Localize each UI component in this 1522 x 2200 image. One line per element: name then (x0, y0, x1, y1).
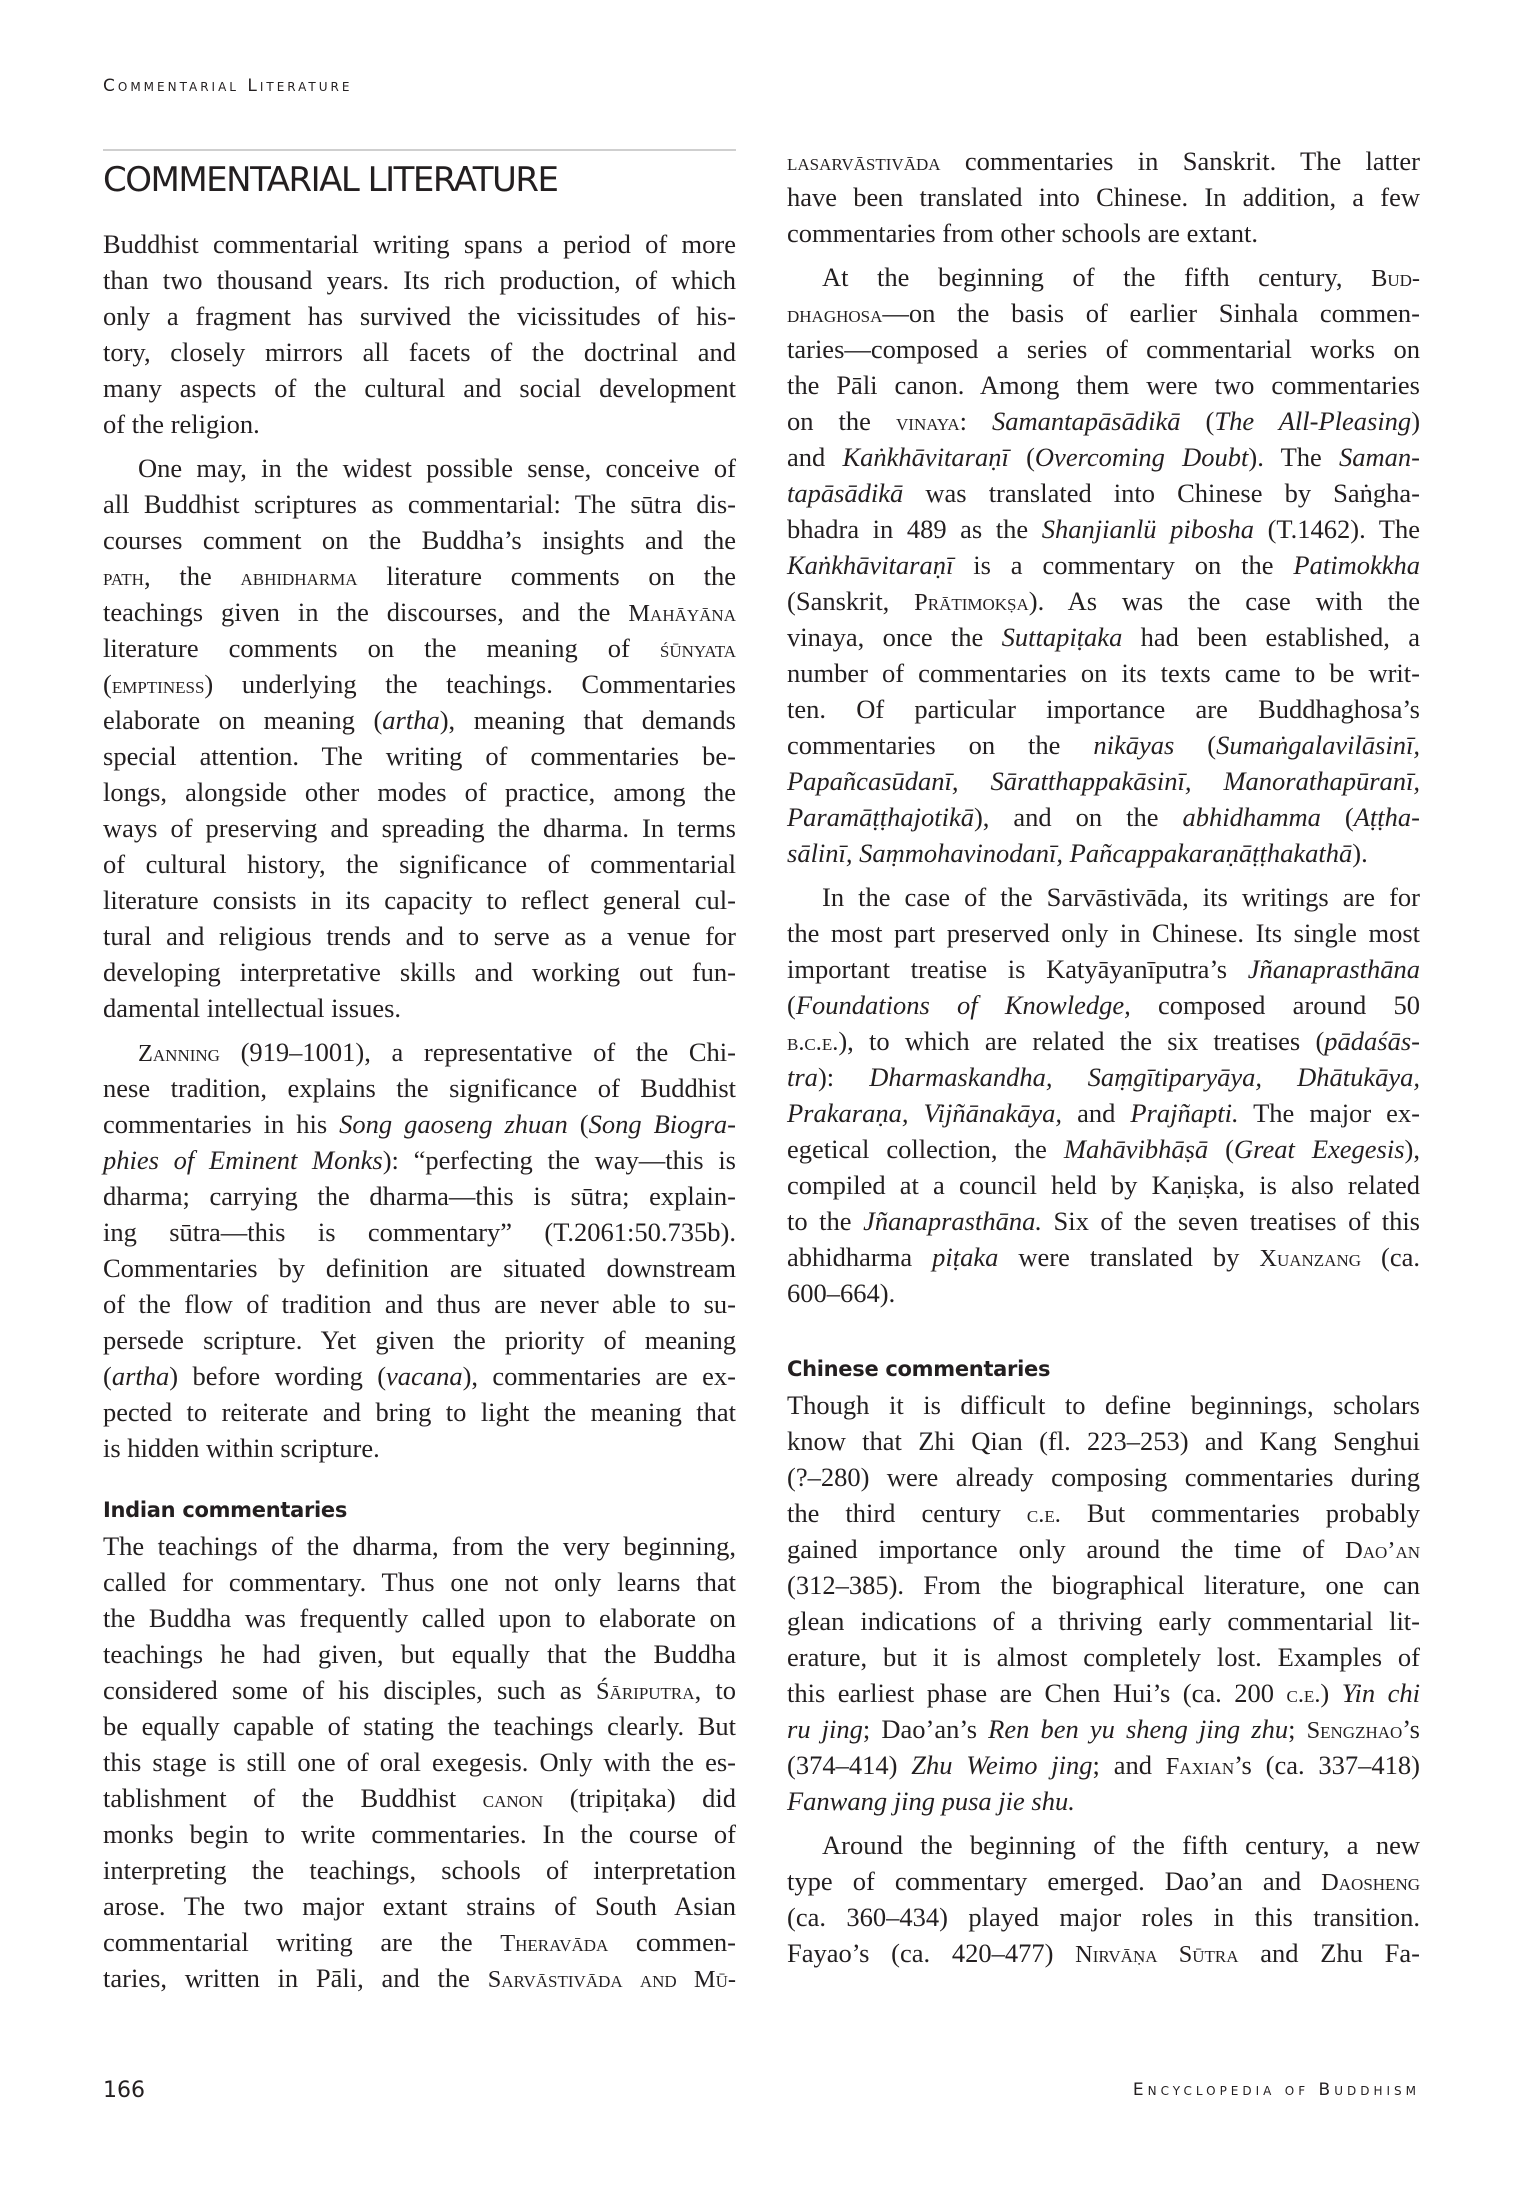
text-line: abhidharma piṭaka were translated by Xuanzang (ca. (787, 1242, 1420, 1272)
text-line: bhadra in 489 as the Shanjianlü pibosha (T.1462). The (787, 514, 1421, 544)
text-line: Though it is difficult to define beginnings, scholars (787, 1390, 1420, 1420)
text-line: Buddhist commentarial writing spans a period of more (103, 229, 736, 259)
paragraph (103, 1528, 736, 1996)
text-line: teachings he had given, but equally that the Buddha (103, 1639, 736, 1669)
text-line: At the beginning of the fifth century, Bud- (822, 262, 1420, 292)
text-line: elaborate on meaning (artha), meaning that demands (103, 705, 736, 735)
text-line: of the flow of tradition and thus are never able to su- (103, 1289, 736, 1319)
text-line: the most part preserved only in Chinese. Its single most (787, 918, 1420, 948)
text-line: considered some of his disciples, such as Śāriputra, to (103, 1675, 736, 1705)
text-line: dhaghosa—on the basis of earlier Sinhala commen- (787, 298, 1420, 328)
text-line: special attention. The writing of commentaries be- (103, 741, 736, 771)
article-title: COMMENTARIAL LITERATURE (103, 160, 558, 200)
text-line: the Buddha was frequently called upon to elaborate on (103, 1603, 736, 1633)
text-line: the Pāli canon. Among them were two commentaries (787, 370, 1420, 400)
text-line: type of commentary emerged. Dao’an and Daosheng (787, 1866, 1420, 1896)
text-line: (artha) before wording (vacana), commentaries are ex- (103, 1361, 736, 1391)
text-line: is hidden within scripture. (103, 1433, 380, 1463)
text-line: be equally capable of stating the teachings clearly. But (103, 1711, 736, 1741)
paragraph (787, 143, 1420, 251)
text-line: (374–414) Zhu Weimo jing; and Faxian’s (ca. 337–418) (787, 1750, 1421, 1780)
text-line: dharma; carrying the dharma—this is sūtra; explain- (103, 1181, 736, 1211)
text-line: all Buddhist scriptures as commentarial: The sūtra dis- (103, 489, 736, 519)
text-line: (?–280) were already composing commentaries during (787, 1462, 1420, 1492)
text-line: nese tradition, explains the significance of Buddhist (103, 1073, 736, 1103)
paragraph (787, 1387, 1420, 1819)
book-title-footer: Encyclopedia of Buddhism (1132, 2080, 1420, 2100)
text-line: gained importance only around the time of Dao’an (787, 1534, 1420, 1564)
text-line: developing interpretative skills and working out fun- (103, 957, 736, 987)
text-line: vinaya, once the Suttapiṭaka had been established, a (787, 622, 1420, 652)
running-head: Commentarial Literature (103, 76, 353, 96)
text-line: only a fragment has survived the vicissitudes of his- (103, 301, 736, 331)
text-line: monks begin to write commentaries. In the course of (103, 1819, 736, 1849)
text-line: courses comment on the Buddha’s insights and the (103, 525, 736, 555)
text-line: ru jing; Dao’an’s Ren ben yu sheng jing zhu; Sengzhao’s (787, 1714, 1420, 1744)
text-line: egetical collection, the Mahāvibhāṣā (Great Exegesis), (787, 1134, 1420, 1164)
paragraph (787, 879, 1420, 1311)
text-line: glean indications of a thriving early commentarial lit- (787, 1606, 1420, 1636)
section-heading: Chinese commentaries (787, 1357, 1051, 1381)
text-line: and Kaṅkhāvitaraṇī (Overcoming Doubt). The Saman- (787, 442, 1421, 472)
text-line: (Foundations of Knowledge, composed around 50 (787, 990, 1420, 1020)
text-line: important treatise is Katyāyanīputra’s Jñanaprasthāna (787, 954, 1420, 984)
text-line: erature, but it is almost completely lost. Examples of (787, 1642, 1420, 1672)
text-line: Papañcasūdanī, Sāratthappakāsinī, Manorathapūranī, (787, 766, 1420, 796)
text-line: to the Jñanaprasthāna. Six of the seven treatises of this (787, 1206, 1420, 1236)
text-line: the third century c.e. But commentaries probably (787, 1498, 1420, 1528)
text-line: Zanning (919–1001), a representative of the Chi- (138, 1037, 736, 1067)
paragraph (103, 226, 736, 442)
text-line: interpreting the teachings, schools of interpretation (103, 1855, 736, 1885)
paragraph (787, 1827, 1420, 1971)
text-line: called for commentary. Thus one not only learns that (103, 1567, 736, 1597)
text-line: Paramāṭṭhajotikā), and on the abhidhamma (Aṭṭha- (787, 802, 1420, 832)
text-line: have been translated into Chinese. In addition, a few (787, 182, 1420, 212)
text-line: Around the beginning of the fifth century, a new (822, 1830, 1420, 1860)
text-line: tra): Dharmaskandha, Saṃgītiparyāya, Dhātukāya, (787, 1062, 1421, 1092)
text-line: than two thousand years. Its rich production, of which (103, 265, 736, 295)
text-line: commentaries on the nikāyas (Sumaṅgalavilāsinī, (787, 730, 1420, 760)
text-line: path, the abhidharma literature comments on the (103, 561, 737, 591)
text-line: damental intellectual issues. (103, 993, 402, 1023)
text-line: 600–664). (787, 1278, 896, 1308)
text-line: taries—composed a series of commentarial works on (787, 334, 1420, 364)
text-line: Fayao’s (ca. 420–477) Nirvāṇa Sūtra and Zhu Fa- (787, 1938, 1420, 1968)
text-line: this earliest phase are Chen Hui’s (ca. 200 c.e.) Yin chi (787, 1678, 1420, 1708)
text-line: literature consists in its capacity to reflect general cul- (103, 885, 736, 915)
text-line: taries, written in Pāli, and the Sarvāstivāda and Mū- (103, 1963, 736, 1993)
text-line: tablishment of the Buddhist canon (tripiṭaka) did (103, 1783, 737, 1813)
title-rule (103, 149, 736, 151)
page-number: 166 (103, 2078, 145, 2103)
text-line: commentaries in his Song gaoseng zhuan (Song Biogra- (103, 1109, 737, 1139)
left-column (103, 226, 736, 1996)
section-heading: Indian commentaries (103, 1498, 348, 1522)
text-line: tory, closely mirrors all facets of the doctrinal and (103, 337, 736, 367)
text-line: lasarvāstivāda commentaries in Sanskrit. The latter (787, 146, 1420, 176)
text-line: (emptiness) underlying the teachings. Commentaries (103, 669, 736, 699)
text-line: commentaries from other schools are extant. (787, 218, 1258, 248)
text-line: (312–385). From the biographical literature, one can (787, 1570, 1420, 1600)
text-line: ways of preserving and spreading the dharma. In terms (103, 813, 736, 843)
right-column (787, 143, 1420, 1971)
text-line: ing sūtra—this is commentary” (T.2061:50.735b). (103, 1217, 736, 1247)
paragraph (103, 450, 736, 1026)
text-line: ten. Of particular importance are Buddhaghosa’s (787, 694, 1420, 724)
text-line: arose. The two major extant strains of South Asian (103, 1891, 736, 1921)
text-line: persede scripture. Yet given the priority of meaning (103, 1325, 736, 1355)
text-line: on the vinaya: Samantapāsādikā (The All-Pleasing) (787, 406, 1421, 436)
text-line: One may, in the widest possible sense, conceive of (138, 453, 736, 483)
text-line: number of commentaries on its texts came to be writ- (787, 658, 1420, 688)
text-line: literature comments on the meaning of śūnyata (103, 633, 736, 663)
text-line: In the case of the Sarvāstivāda, its writings are for (822, 882, 1420, 912)
paragraph (103, 1034, 736, 1466)
text-line: (Sanskrit, Prātimokṣa). As was the case with the (787, 586, 1420, 616)
text-line: tural and religious trends and to serve as a venue for (103, 921, 736, 951)
paragraph (787, 259, 1420, 871)
text-line: (ca. 360–434) played major roles in this transition. (787, 1902, 1420, 1932)
text-line: of cultural history, the significance of commentarial (103, 849, 736, 879)
text-line: Prakaraṇa, Vijñānakāya, and Prajñapti. The major ex- (787, 1098, 1420, 1128)
text-line: commentarial writing are the Theravāda commen- (103, 1927, 736, 1957)
text-line: pected to reiterate and bring to light the meaning that (103, 1397, 736, 1427)
text-line: Fanwang jing pusa jie shu. (787, 1786, 1075, 1816)
text-line: Commentaries by definition are situated downstream (103, 1253, 736, 1283)
text-line: phies of Eminent Monks): “perfecting the way—this is (103, 1145, 736, 1175)
text-line: sālinī, Saṃmohavinodanī, Pañcappakaraṇāṭṭhakathā). (787, 838, 1368, 868)
text-line: tapāsādikā was translated into Chinese by Saṅgha- (787, 478, 1420, 508)
text-line: of the religion. (103, 409, 260, 439)
text-line: many aspects of the cultural and social development (103, 373, 736, 403)
text-line: teachings given in the discourses, and the Mahāyāna (103, 597, 736, 627)
text-line: know that Zhi Qian (fl. 223–253) and Kang Senghui (787, 1426, 1420, 1456)
text-line: b.c.e.), to which are related the six treatises (pādaśās- (787, 1026, 1420, 1056)
text-line: longs, alongside other modes of practice, among the (103, 777, 736, 807)
text-line: this stage is still one of oral exegesis. Only with the es- (103, 1747, 736, 1777)
text-line: The teachings of the dharma, from the very beginning, (103, 1531, 736, 1561)
text-line: Kaṅkhāvitaraṇī is a commentary on the Patimokkha (787, 550, 1420, 580)
text-line: compiled at a council held by Kaṇiṣka, is also related (787, 1170, 1420, 1200)
